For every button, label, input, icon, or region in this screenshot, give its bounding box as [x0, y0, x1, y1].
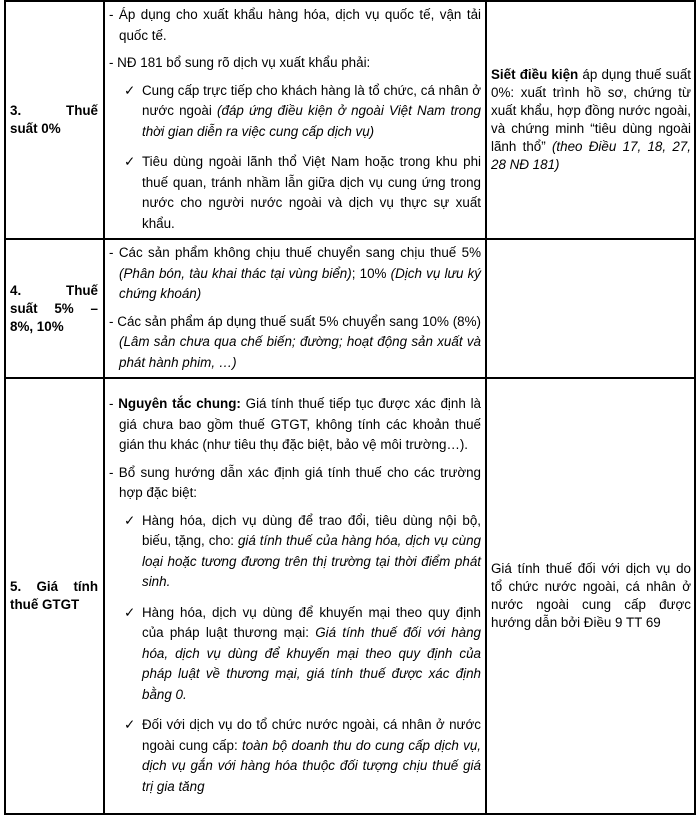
checkmark-icon: ✓: [124, 154, 136, 169]
row-label-line: thuế GTGT: [10, 597, 80, 612]
row-label-line: suất 5% –: [10, 300, 98, 316]
content-paragraph: - NĐ 181 bổ sung rõ dịch vụ xuất khẩu phải:: [109, 55, 371, 70]
content-cell: [104, 1, 486, 239]
row-label-line: 3. Thuế: [10, 103, 98, 118]
content-paragraph: - Bổ sung hướng dẫn xác định giá tính thuế cho các trường hợp đặc biệt:: [109, 464, 481, 500]
note-cell: [486, 239, 695, 378]
table-row: [5, 1, 695, 239]
note-cell: [486, 378, 695, 814]
table-row: [5, 378, 695, 814]
checklist-item: ✓ Hàng hóa, dịch vụ dùng để trao đổi, tiêu dùng nội bộ, biếu, tặng, cho: giá tính thuế của hàng hóa, dịch vụ cùng loại hoặc tương đương trên thị trường tại thời điểm phát sinh.: [124, 512, 481, 589]
checklist-item: ✓ Cung cấp trực tiếp cho khách hàng là tổ chức, cá nhân ở nước ngoài (đáp ứng điều kiện ở ngoài Việt Nam trong thời gian diễn ra việc cung cấp dịch vụ): [124, 82, 482, 139]
checkmark-icon: ✓: [124, 604, 136, 620]
checkmark-icon: ✓: [124, 82, 136, 98]
checkmark-icon: ✓: [124, 717, 136, 732]
note-cell: [486, 1, 695, 239]
note-text: Giá tính thuế đối với dịch vụ do tổ chức nước ngoài, cá nhân ở nước ngoài cung cấp được hướng dẫn bởi Điều 9 TT 69: [491, 561, 691, 630]
row-label-cell: [5, 1, 104, 239]
content-paragraph: - Các sản phẩm áp dụng thuế suất 5% chuyển sang 10% (8%) (Lâm sản chưa qua chế biến; đường; hoạt động sản xuất và phát hành phim, …): [109, 313, 481, 370]
content-cell: [104, 239, 486, 378]
row-label-line: 4. Thuế: [10, 282, 98, 298]
checklist-item: ✓ Tiêu dùng ngoài lãnh thổ Việt Nam hoặc trong khu phi thuế quan, tránh nhầm lẫn giữa dịch vụ cung ứng trong nước cho người nước ngoài và dịch vụ thực sự xuất khẩu.: [124, 154, 481, 231]
content-paragraph: - Áp dụng cho xuất khẩu hàng hóa, dịch vụ quốc tế, vận tải quốc tế.: [109, 7, 481, 43]
note-text: Siết điều kiện áp dụng thuế suất 0%: xuất trình hồ sơ, chứng từ xuất khẩu, hợp đồng nước ngoài, và chứng minh “tiêu dùng ngoài lãnh thổ” (theo Điều 17, 18, 27, 28 NĐ 181): [491, 67, 691, 172]
checklist-item: ✓ Hàng hóa, dịch vụ dùng để khuyến mại theo quy định của pháp luật thương mại: Giá tính thuế đối với hàng hóa, dịch vụ dùng để khuyến mại theo quy định của pháp luật về thương mại, giá tính thuế được xác định bằng 0.: [124, 604, 481, 702]
content-cell: [104, 378, 486, 814]
row-label-cell: [5, 378, 104, 814]
tax-comparison-table: [4, 0, 696, 815]
table-row: [5, 239, 695, 378]
row-label-line: 5. Giá tính: [10, 579, 98, 594]
row-label-cell: [5, 239, 104, 378]
checkmark-icon: ✓: [124, 512, 136, 528]
content-paragraph: - Các sản phẩm không chịu thuế chuyển sang chịu thuế 5% (Phân bón, tàu khai thác tại vùng biển); 10% (Dịch vụ lưu ký chứng khoán): [109, 245, 481, 301]
content-paragraph: - Nguyên tắc chung: Giá tính thuế tiếp tục được xác định là giá chưa bao gồm thuế GTGT, không tính các khoản thuế gián thu khác (như tiêu thụ đặc biệt, bảo vệ môi trường…).: [109, 396, 481, 452]
checklist-item: ✓ Đối với dịch vụ do tổ chức nước ngoài, cá nhân ở nước ngoài cung cấp: toàn bộ doanh thu do cung cấp dịch vụ, dịch vụ gắn với hàng hóa thuộc đối tượng chịu thuế giá trị gia tăng: [124, 717, 481, 794]
row-label-line: suất 0%: [10, 121, 61, 136]
row-label-line: 8%, 10%: [10, 318, 64, 334]
